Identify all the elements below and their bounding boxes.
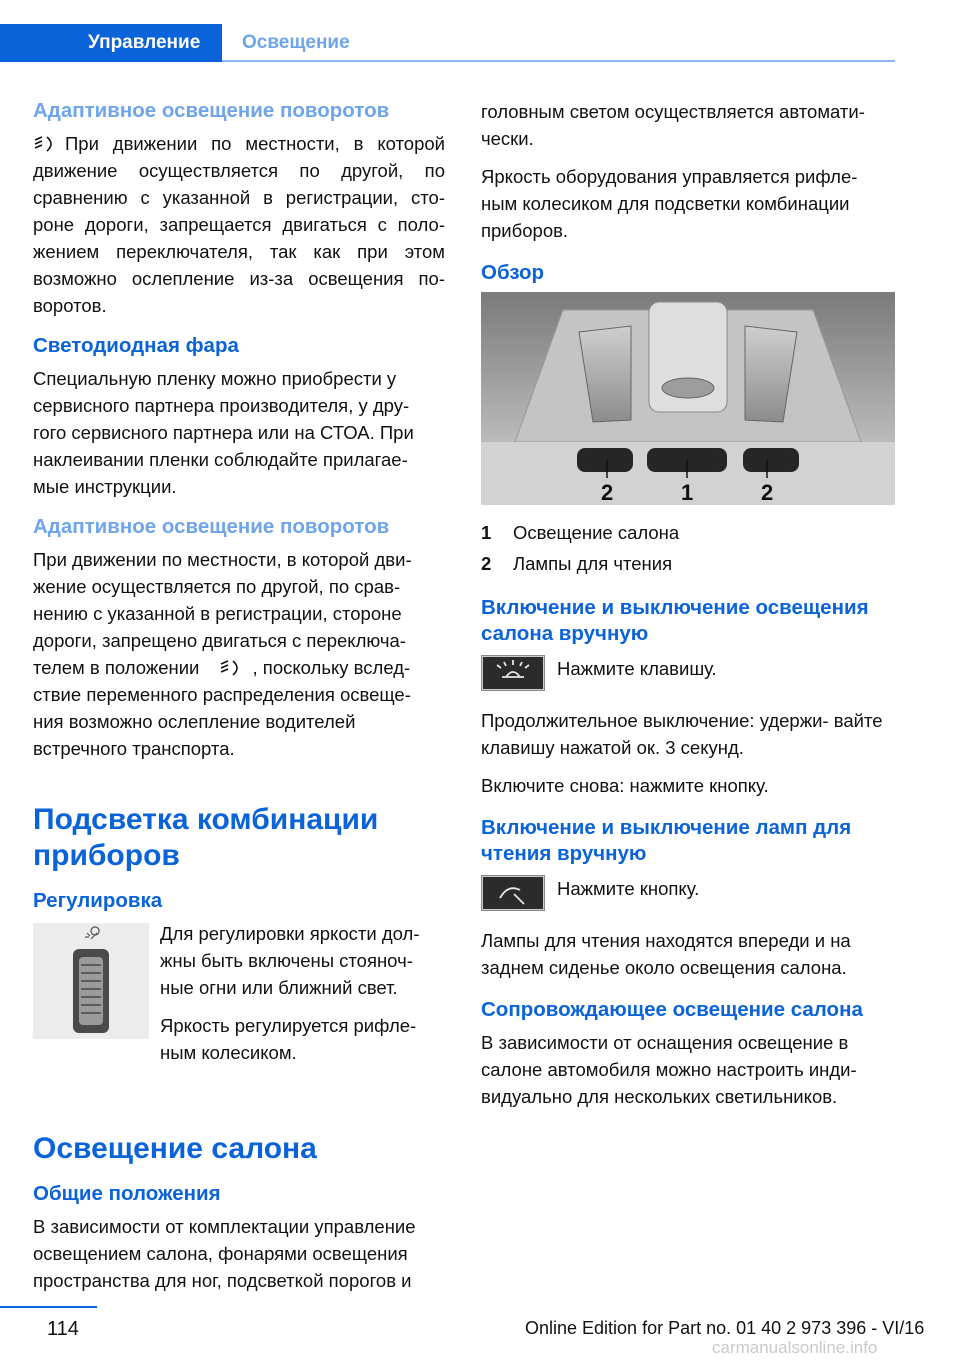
paragraph-adjustment-2: Яркость регулируется рифле- ным колесиком. (160, 1015, 417, 1063)
legend-item (481, 519, 895, 546)
heading-general: Общие положения (33, 1182, 221, 1205)
adjustment-block (33, 920, 445, 1077)
tab-lighting[interactable]: Освещение (242, 32, 350, 53)
paragraph-led: Специальную пленку можно приобрести у сервисного партнера производителя, у дру- гого сервисного партнера или на СТОА. При наклеивании пленки соблюдайте прилагае- мые инструкции. (33, 368, 414, 497)
right-column (481, 98, 895, 1121)
heading-adaptive-cornering-2: Адаптивное освещение поворотов (33, 515, 390, 538)
paragraph-adjustment-1: Для регулировки яркости дол- жны быть включены стояноч- ные огни или ближний свет. (160, 923, 420, 998)
watermark: carmanualsonline.info (712, 1338, 878, 1357)
paragraph-adaptive-2a: При движении по местности, в которой дви- жение осуществляется по другой, по срав- нению с указанной в регистрации, стороне дороги, запрещено двигаться с переключа- телем в положении (33, 549, 412, 678)
paragraph-follow-me-home: В зависимости от оснащения освещение в салоне автомобиля можно настроить инди- видуально для нескольких светильников. (481, 1032, 857, 1107)
heading-adaptive-cornering-1: Адаптивное освещение поворотов (33, 99, 390, 122)
cornering-light-icon (33, 134, 59, 154)
interior-light-key-icon (481, 655, 545, 691)
paragraph-press-key: Нажмите клавишу. (557, 658, 717, 679)
footer-rule (0, 1306, 97, 1308)
header-rule (222, 60, 895, 62)
heading-instrument-lighting: Подсветка комбинации приборов (33, 803, 379, 872)
paragraph-adaptive-2b: , поскольку вслед- ствие переменного распределения освеще- ния возможно ослепление водителей встречного транспорта. (33, 657, 411, 759)
legend-number: 2 (481, 553, 492, 574)
reading-light-button-row (481, 873, 895, 913)
paragraph-adaptive-1 (33, 130, 445, 319)
reading-light-button-icon (481, 875, 545, 911)
paragraph-press-button: Нажмите кнопку. (557, 878, 700, 899)
paragraph-continued: головным светом осуществляется автомати- чески. (481, 101, 865, 149)
paragraph-reading-location: Лампы для чтения находятся впереди и на заднем сиденье около освещения салона. (481, 930, 851, 978)
page-number: 114 (47, 1318, 79, 1340)
interior-light-key-row (481, 653, 895, 693)
legend-item (481, 550, 895, 577)
figure-legend (481, 519, 895, 577)
paragraph-general: В зависимости от комплектации управление освещением салона, фонарями освещения пространства для ног, подсветкой порогов и (33, 1216, 416, 1291)
legend-number: 1 (481, 522, 492, 543)
thumbwheel-image (33, 923, 149, 1039)
paragraph-brightness: Яркость оборудования управляется рифле- ным колесиком для подсветки комбинации приборов. (481, 166, 858, 241)
heading-manual-interior: Включение и выключение освещения салона вручную (481, 596, 869, 645)
legend-text: Лампы для чтения (513, 553, 673, 574)
heading-overview: Обзор (481, 261, 545, 284)
figure-label-2-left: 2 (601, 480, 614, 505)
figure-label-1: 1 (681, 480, 694, 505)
tab-control[interactable]: Управление (0, 24, 222, 62)
heading-interior-lighting: Освещение салона (33, 1132, 317, 1165)
heading-manual-reading: Включение и выключение ламп для чтения вручную (481, 816, 852, 865)
heading-adjustment: Регулировка (33, 889, 163, 912)
heading-led-headlight: Светодиодная фара (33, 334, 239, 357)
legend-text: Освещение салона (513, 522, 680, 543)
paragraph-long-off: Продолжительное выключение: удержи- вайте клавишу нажатой ок. 3 секунд. (481, 710, 883, 758)
overhead-console-figure (481, 292, 895, 505)
paragraph-adaptive-1-text: При движении по местности, в которой движение осуществляется по другой, по сравнению с указанной в регистрации, сто- роне дороги, запрещается двигаться с поло- жением переключателя, так как при этом возможно ослепление из-за освещения по- воротов. (33, 133, 445, 316)
paragraph-adaptive-2 (33, 546, 445, 762)
heading-follow-me-home: Сопровождающее освещение салона (481, 998, 863, 1021)
left-column (33, 98, 445, 1305)
paragraph-on-again: Включите снова: нажмите кнопку. (481, 775, 769, 796)
figure-label-2-right: 2 (761, 480, 774, 505)
edition-note: Online Edition for Part no. 01 40 2 973 396 - VI/16 (525, 1318, 925, 1338)
cornering-light-icon (219, 658, 245, 678)
